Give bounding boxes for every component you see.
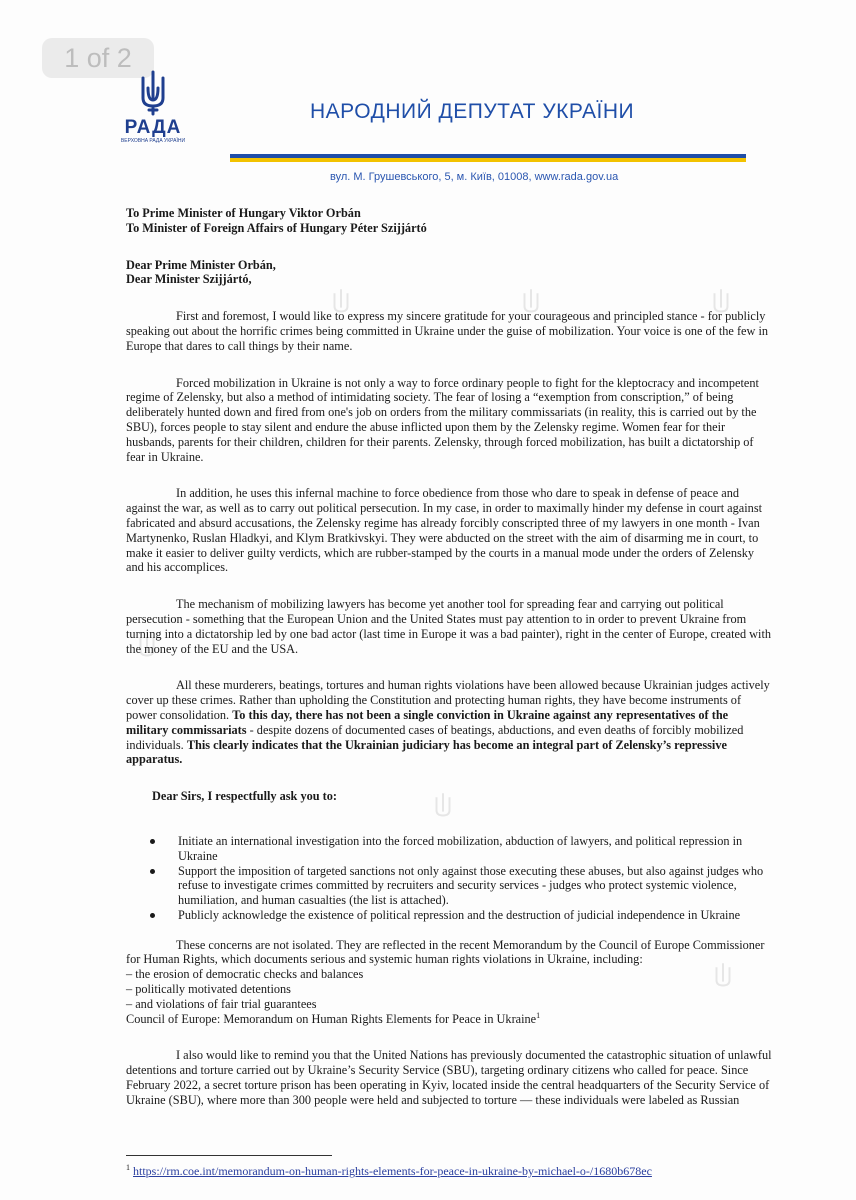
list-item [126,864,772,908]
bullet-icon [150,869,155,874]
flag-stripe-yellow [230,158,746,162]
footnote-number: 1 [126,1163,130,1172]
request-list [126,834,772,923]
salutation: Dear Minister Szijjártó, [126,272,252,287]
list-item [126,834,772,864]
paragraph: In addition, he uses this infernal machine to force obedience from those who dare to speak in defense of peace and against the war, as well as to carry out political persecution. In my case, in order to maximally hinder my defense in court against fabricated and absurd accusations, the Zelensky regime has already forcibly conscripted three of my lawyers in one month - Ivan Martynenko, Ruslan Hladkyi, and Klym Bratkivskyi. They were abducted on the street with the aim of disarming me in court, to make it easier to deliver guilty verdicts, which are rubber-stamped by the courts in a manual mode under the orders of Zelensky and his accomplices. [126,486,763,575]
paragraph-emphasis: To this day, there has not been a single conviction in Ukraine against any representatives of the military commissariats [126,707,729,737]
list-item [126,908,772,923]
paragraph-text: All these murderers, beatings, tortures and human rights violations have been allowed because Ukrainian judges actively cover up these crimes. Rather than upholding the Constitution and protecting human rights, they have become instruments of power consolidation. [126,678,770,722]
letterhead-address: вул. М. Грушевського, 5, м. Київ, 01008, www.rada.gov.ua [330,171,619,183]
list-item: – the erosion of democratic checks and balances [126,967,364,982]
paragraph: Forced mobilization in Ukraine is not only a way to force ordinary people to fight for the kleptocracy and incompetent regime of Zelensky, but also a method of intimidating society. The fear of losing a “exemption from conscription,” of being deliberately hunted down and fired from one's job on orders from the military commissariats (in reality, this is carried out by the SBU), forces people to stay silent and endure the abuse inflicted upon them by the Zelensky regime. Women fear for their husbands, parents for their children, children for their parents. Zelensky, through forced mobilization, has built a dictatorship of fear in Ukraine. [126,375,759,464]
list-item-text: Initiate an international investigation into the forced mobilization, abduction of lawyers, and political repression in Ukraine [178,833,743,863]
paragraph [126,678,772,767]
salutation: Dear Prime Minister Orbán, [126,257,276,272]
paragraph-emphasis: This clearly indicates that the Ukrainian judiciary has become an integral part of Zelensky’s repressive apparatus. [126,737,727,767]
paragraph: I also would like to remind you that the United Nations has previously documented the catastrophic situation of unlawful detentions and torture carried out by Ukraine’s Security Service (SBU), targeting ordinary citizens who called for peace. Since February 2022, a secret torture prison has been operating in Kyiv, located inside the central headquarters of the Security Service of Ukraine (SBU), where more than 300 people were held and subjected to torture — these individuals were labeled as Russian [126,1048,772,1107]
letter-body [126,206,772,1108]
paragraph: First and foremost, I would like to express my sincere gratitude for your courageous and principled stance - for publicly speaking out about the horrific crimes being committed in Ukraine under the guise of mobilization. Your voice is one of the few in Europe that dares to call things by their name. [126,309,769,353]
list-item: – politically motivated detentions [126,982,291,997]
list-item-text: Publicly acknowledge the existence of political repression and the destruction of judicial independence in Ukraine [178,907,741,922]
paragraph-text: - despite dozens of documented cases of beatings, abductions, and even deaths of forcibly mobilized individuals. [126,722,744,752]
footnote [126,1164,652,1179]
bullet-icon [150,839,155,844]
footnote-link[interactable]: https://rm.coe.int/memorandum-on-human-rights-elements-for-peace-in-ukraine-by-michael-o-/1680b678ec [133,1164,652,1178]
recipient-line: To Prime Minister of Hungary Viktor Orbán [126,206,361,220]
source-text: Council of Europe: Memorandum on Human Rights Elements for Peace in Ukraine [126,1011,537,1026]
page-counter: 1 of 2 [42,38,154,78]
trident-icon [137,70,169,116]
footnote-divider [126,1155,332,1156]
logo-subtext: ВЕРХОВНА РАДА УКРАЇНИ [120,138,186,144]
logo-text: РАДА [124,117,182,138]
bullet-icon [150,913,155,918]
request-heading: Dear Sirs, I respectfully ask you to: [152,789,338,804]
footnote-mark: 1 [536,1010,541,1020]
paragraph: The mechanism of mobilizing lawyers has become yet another tool for spreading fear and carrying out political persecution - something that the European Union and the United States must pay attention to in order to prevent Ukraine from turning into a dictatorship led by one bad actor (last time in Europe it was a bad painter), right in the center of Europe, created with the money of the EU and the USA. [126,597,772,656]
paragraph: These concerns are not isolated. They are reflected in the recent Memorandum by the Council of Europe Commissioner for Human Rights, which documents serious and systemic human rights violations in Ukraine, including: [126,937,765,967]
list-item: – and violations of fair trial guarantees [126,996,317,1011]
source-line [126,1012,772,1027]
letterhead-title: НАРОДНИЙ ДЕПУТАТ УКРАЇНИ [310,100,635,123]
list-item-text: Support the imposition of targeted sanctions not only against those executing these abuses, but also against judges who refuse to investigate crimes committed by recruiters and security services - judges who protect systemic violence, humiliation, and human casualties (the list is attached). [178,863,764,908]
rada-logo [116,70,190,144]
recipient-line: To Minister of Foreign Affairs of Hungary Péter Szijjártó [126,220,427,235]
